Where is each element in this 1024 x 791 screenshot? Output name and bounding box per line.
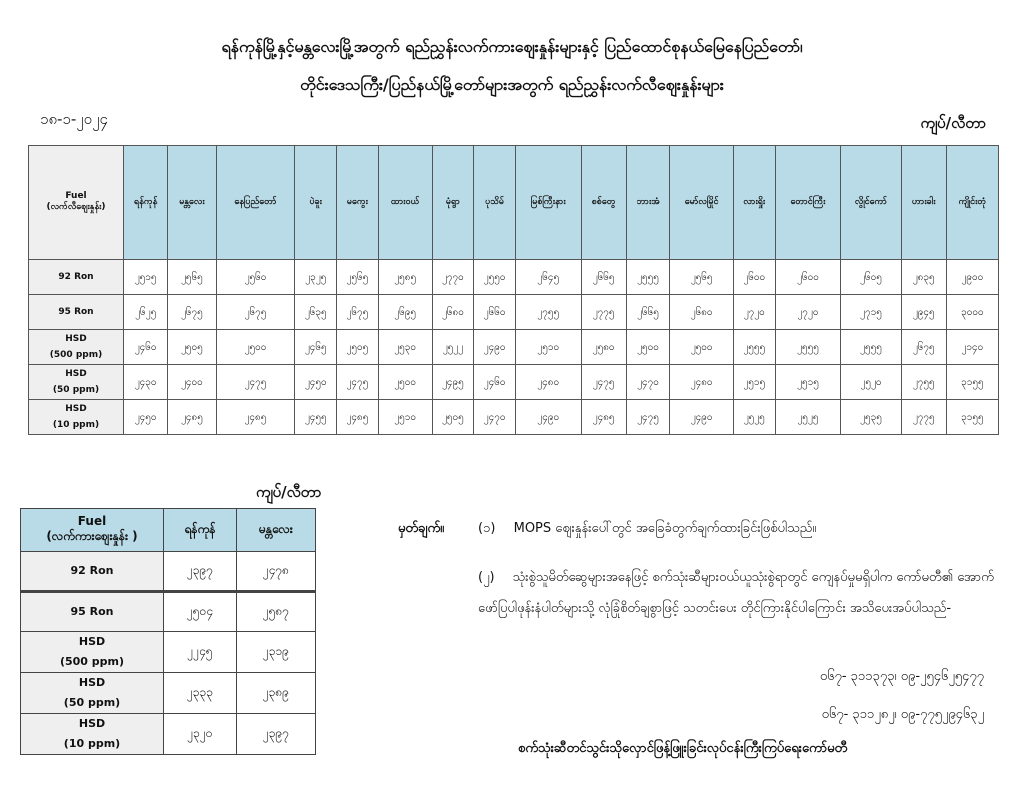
wholesale-price-table <box>20 508 316 755</box>
price-cell: ၂၅၆၅ <box>670 260 734 295</box>
price-cell: ၂၅၁၅ <box>124 260 168 295</box>
price-cell: ၂၅၂၀ <box>841 365 901 400</box>
price-cell: ၂၇၂၀ <box>733 295 775 330</box>
price-cell: ၂၂၄၅ <box>164 632 237 673</box>
price-cell: ၂၃၂၀ <box>164 714 237 755</box>
price-cell: ၂၅၀၄ <box>164 592 237 632</box>
fuel-type-label: (10 ppm) <box>63 737 121 750</box>
price-cell: ၂၃၁၉ <box>236 632 315 673</box>
price-cell: ၂၅၃၅ <box>841 400 901 435</box>
price-cell: ၂၉၄၅ <box>901 295 946 330</box>
notes-label: မှတ်ချက်။ <box>398 521 445 536</box>
price-cell: ၂၄၇၅ <box>216 365 295 400</box>
fuel-type-label: HSD <box>65 404 87 414</box>
price-cell: ၃၁၅၅ <box>946 400 998 435</box>
table-row <box>29 330 999 365</box>
price-cell: ၂၄၆၅ <box>295 330 337 365</box>
price-cell: ၂၇၅၅ <box>901 365 946 400</box>
city-header: စစ်တွေ <box>581 146 626 260</box>
price-cell: ၃၀၀၀ <box>946 295 998 330</box>
price-cell: ၂၃၈၉ <box>236 673 315 714</box>
fuel-type-label: 92 Ron <box>70 564 114 577</box>
price-cell: ၂၄၈၅ <box>168 400 216 435</box>
price-cell: ၂၃၃၃ <box>164 673 237 714</box>
price-cell: ၂၆၆၅ <box>626 295 670 330</box>
city-header: ရန်ကုန် <box>124 146 168 260</box>
price-cell: ၂၆၂၅ <box>124 295 168 330</box>
table-row <box>21 632 316 673</box>
price-cell: ၂၆၆၅ <box>581 260 626 295</box>
price-cell: ၂၇၁၅ <box>841 295 901 330</box>
fuel-header-en: Fuel <box>77 514 107 528</box>
note-1 <box>478 520 816 539</box>
price-cell: ၂၅၁၅ <box>775 365 841 400</box>
price-cell: ၂၅၀၀ <box>216 330 295 365</box>
price-cell: ၂၅၂၅ <box>775 400 841 435</box>
price-cell: ၂၅၅၀ <box>474 260 516 295</box>
table-row <box>21 552 316 592</box>
fuel-type-label: 95 Ron <box>58 307 94 317</box>
note-2-number: (၂) <box>478 570 495 585</box>
table-row <box>29 400 999 435</box>
fuel-type-label: HSD <box>65 369 87 379</box>
price-cell: ၂၆၇၅ <box>901 330 946 365</box>
fuel-type-label: (10 ppm) <box>52 420 100 430</box>
committee-name: စက်သုံးဆီတင်သွင်းသိုလှောင်ဖြန့်ဖြူးခြင်းလုပ်ငန်းကြီးကြပ်ရေးကော်မတီ <box>518 741 848 756</box>
price-cell: ၂၄၉၅ <box>432 365 474 400</box>
fuel-type-label: HSD <box>78 717 106 730</box>
fuel-type-label: (50 ppm) <box>63 696 121 709</box>
price-cell: ၂၅၆၀ <box>216 260 295 295</box>
fuel-type-label: HSD <box>78 635 106 648</box>
fuel-type-cell <box>21 592 164 632</box>
fuel-header-en: Fuel <box>65 191 87 201</box>
city-header: နေပြည်တော် <box>216 146 295 260</box>
price-cell: ၂၅၈၅ <box>378 260 432 295</box>
fuel-type-label: HSD <box>65 334 87 344</box>
price-cell: ၂၄၉၀ <box>474 330 516 365</box>
price-cell: ၂၅၅၅ <box>841 330 901 365</box>
price-cell: ၂၄၀၀ <box>168 365 216 400</box>
fuel-type-cell <box>21 632 164 673</box>
price-cell: ၂၆၀၀ <box>775 260 841 295</box>
city-header: ပဲခူး <box>295 146 337 260</box>
price-cell: ၂၅၃၀ <box>378 330 432 365</box>
price-cell: ၂၅၀၅ <box>168 330 216 365</box>
retail-header-row <box>29 146 999 260</box>
fuel-type-label: 92 Ron <box>58 272 94 282</box>
date-label: ၁၈-၁-၂၀၂၄ <box>40 110 108 128</box>
table-row <box>29 260 999 295</box>
fuel-type-cell <box>21 673 164 714</box>
price-cell: ၂၄၈၀ <box>670 365 734 400</box>
table-row <box>21 592 316 632</box>
price-cell: ၂၅၅၅ <box>775 330 841 365</box>
unit-label: ကျပ်/လီတာ <box>920 114 986 132</box>
city-header: မကွေး <box>337 146 379 260</box>
price-cell: ၂၇၅၅ <box>515 295 581 330</box>
price-cell: ၂၅၅၅ <box>626 260 670 295</box>
price-cell: ၂၄၃၀ <box>124 365 168 400</box>
price-cell: ၂၆၉၅ <box>378 295 432 330</box>
fuel-type-label: (50 ppm) <box>52 385 100 395</box>
price-cell: ၂၅၀၀ <box>670 330 734 365</box>
fuel-type-label: (500 ppm) <box>59 655 125 668</box>
table-row <box>21 673 316 714</box>
note-2-text: သုံးစွဲသူမိတ်ဆွေများအနေဖြင့် စက်သုံးဆီများဝယ်ယူသုံးစွဲရာတွင် ကျေနပ်မှုမရှိပါက ကော်မတီ၏ အောက်ဖော်ပြပါဖုန်းနံပါတ်များသို့ လုံခြုံစိတ်ချစွာဖြင့် သတင်းပေး တိုင်ကြားနိုင်ပါကြောင်း အသိပေးအပ်ပါသည်- <box>478 570 994 616</box>
price-cell: ၂၄၇၅ <box>337 365 379 400</box>
price-cell: ၂၆၄၅ <box>515 260 581 295</box>
price-cell: ၂၆၀၀ <box>733 260 775 295</box>
price-cell: ၂၄၈၀ <box>515 365 581 400</box>
fuel-header-mm: (လက်ကားဈေးနှုန်း ) <box>46 529 138 543</box>
price-cell: ၂၅၁၅ <box>733 365 775 400</box>
wholesale-unit-label: ကျပ်/လီတာ <box>256 483 322 501</box>
fuel-column-header <box>29 146 124 260</box>
note-2 <box>478 562 1008 624</box>
fuel-type-label: 95 Ron <box>70 605 114 618</box>
price-cell: ၂၄၅၅ <box>295 400 337 435</box>
price-cell: ၂၅၁၀ <box>515 330 581 365</box>
price-cell: ၂၅၀၀ <box>378 365 432 400</box>
note-1-number: (၁) <box>478 521 496 536</box>
fuel-type-cell <box>29 365 124 400</box>
price-cell: ၂၄၈၅ <box>216 400 295 435</box>
city-header: ကျိုင်းတုံ <box>946 146 998 260</box>
price-cell: ၂၅၈၀ <box>581 330 626 365</box>
price-cell: ၂၅၅၅ <box>733 330 775 365</box>
city-header: မော်လမြိုင် <box>670 146 734 260</box>
fuel-type-cell <box>21 552 164 592</box>
price-cell: ၂၆၇၅ <box>337 295 379 330</box>
fuel-type-cell <box>29 295 124 330</box>
price-cell: ၂၄၇၈ <box>236 552 315 592</box>
city-header: ထားဝယ် <box>378 146 432 260</box>
price-cell: ၂၄၅၀ <box>295 365 337 400</box>
table-row <box>21 714 316 755</box>
city-header: လားရှိုး <box>733 146 775 260</box>
price-cell: ၂၄၅၀ <box>124 400 168 435</box>
price-cell: ၂၇၇၅ <box>901 400 946 435</box>
price-cell: ၂၅၁၀ <box>378 400 432 435</box>
city-header: မြစ်ကြီးနား <box>515 146 581 260</box>
page-title-line1: ရန်ကုန်မြို့နှင့်မန္တလေးမြို့အတွက် ရည်ညွှန်းလက်ကားဈေးနှုန်းများနှင့် ပြည်ထောင်စုနယ်မြေနေပြည်တော်၊ <box>221 37 803 56</box>
wholesale-header-row <box>21 509 316 552</box>
price-cell: ၂၄၇၀ <box>474 400 516 435</box>
city-header: မုံရွာ <box>432 146 474 260</box>
table-row <box>29 365 999 400</box>
fuel-type-cell <box>29 260 124 295</box>
price-cell: ၂၄၆၀ <box>474 365 516 400</box>
contact-numbers-1: ၀၆၇- ၃၁၁၃၇၃၊ ၀၉-၂၅၄၆၂၅၄၇၇ <box>819 669 984 684</box>
price-cell: ၂၄၉၀ <box>515 400 581 435</box>
city-header: ဟားခါး <box>901 146 946 260</box>
price-cell: ၂၄၈၅ <box>581 400 626 435</box>
city-header: ပုသိမ် <box>474 146 516 260</box>
city-header: တောင်ကြီး <box>775 146 841 260</box>
price-cell: ၂၅၀၅ <box>337 330 379 365</box>
fuel-header-mm: (လက်လီဈေးနှုန်း) <box>46 202 106 212</box>
note-1-text: MOPS ဈေးနှုန်းပေါ်တွင် အခြေခံတွက်ချက်ထားခြင်းဖြစ်ပါသည်။ <box>513 521 817 536</box>
fuel-type-label: HSD <box>78 676 106 689</box>
city-header: မန္တလေး <box>168 146 216 260</box>
price-cell: ၂၅၈၇ <box>236 592 315 632</box>
price-cell: ၂၃၉၇ <box>164 552 237 592</box>
price-cell: ၂၆၇၅ <box>216 295 295 330</box>
table-row <box>29 295 999 330</box>
page-title-line2: တိုင်းဒေသကြီး/ပြည်နယ်မြို့တော်များအတွက် ရည်ညွှန်းလက်လီဈေးနှုန်းများ <box>300 75 724 94</box>
fuel-type-label: (500 ppm) <box>49 350 103 360</box>
fuel-type-cell <box>29 330 124 365</box>
price-cell: ၂၁၄၀ <box>946 330 998 365</box>
city-header: လွိုင်ကော် <box>841 146 901 260</box>
price-cell: ၂၅၆၅ <box>337 260 379 295</box>
price-cell: ၂၃၂၅ <box>295 260 337 295</box>
price-cell: ၂၃၉၇ <box>236 714 315 755</box>
price-cell: ၂၅၀၀ <box>626 330 670 365</box>
price-cell: ၂၇၇၅ <box>581 295 626 330</box>
city-header: ရန်ကုန် <box>164 509 237 552</box>
fuel-column-header <box>21 509 164 552</box>
retail-price-table <box>28 145 999 435</box>
fuel-type-cell <box>29 400 124 435</box>
contact-numbers-2: ၀၆၇- ၃၁၁၂၈၂၊ ၀၉-၇၇၅၂၉၄၆၃၂ <box>821 707 984 722</box>
price-cell: ၂၅၂၅ <box>733 400 775 435</box>
price-cell: ၂၅၀၅ <box>432 400 474 435</box>
fuel-type-cell <box>21 714 164 755</box>
price-cell: ၂၉၀၀ <box>946 260 998 295</box>
price-cell: ၂၆၈၀ <box>432 295 474 330</box>
price-cell: ၂၅၆၅ <box>168 260 216 295</box>
price-cell: ၂၄၇၅ <box>581 365 626 400</box>
price-cell: ၂၈၃၅ <box>901 260 946 295</box>
price-cell: ၂၄၇၀ <box>626 365 670 400</box>
price-cell: ၃၁၅၅ <box>946 365 998 400</box>
city-header: ဘားအံ <box>626 146 670 260</box>
price-cell: ၂၄၈၅ <box>337 400 379 435</box>
price-cell: ၂၄၉၀ <box>670 400 734 435</box>
city-header: မန္တလေး <box>236 509 315 552</box>
price-cell: ၂၄၇၅ <box>626 400 670 435</box>
price-cell: ၂၆၆၀ <box>474 295 516 330</box>
price-cell: ၂၆၀၅ <box>841 260 901 295</box>
price-cell: ၂၆၃၅ <box>295 295 337 330</box>
price-cell: ၂၆၈၀ <box>670 295 734 330</box>
price-cell: ၂၆၇၅ <box>168 295 216 330</box>
price-cell: ၂၇၂၀ <box>775 295 841 330</box>
price-cell: ၂၅၂၂ <box>432 330 474 365</box>
price-cell: ၂၄၆၀ <box>124 330 168 365</box>
price-cell: ၂၇၇၀ <box>432 260 474 295</box>
